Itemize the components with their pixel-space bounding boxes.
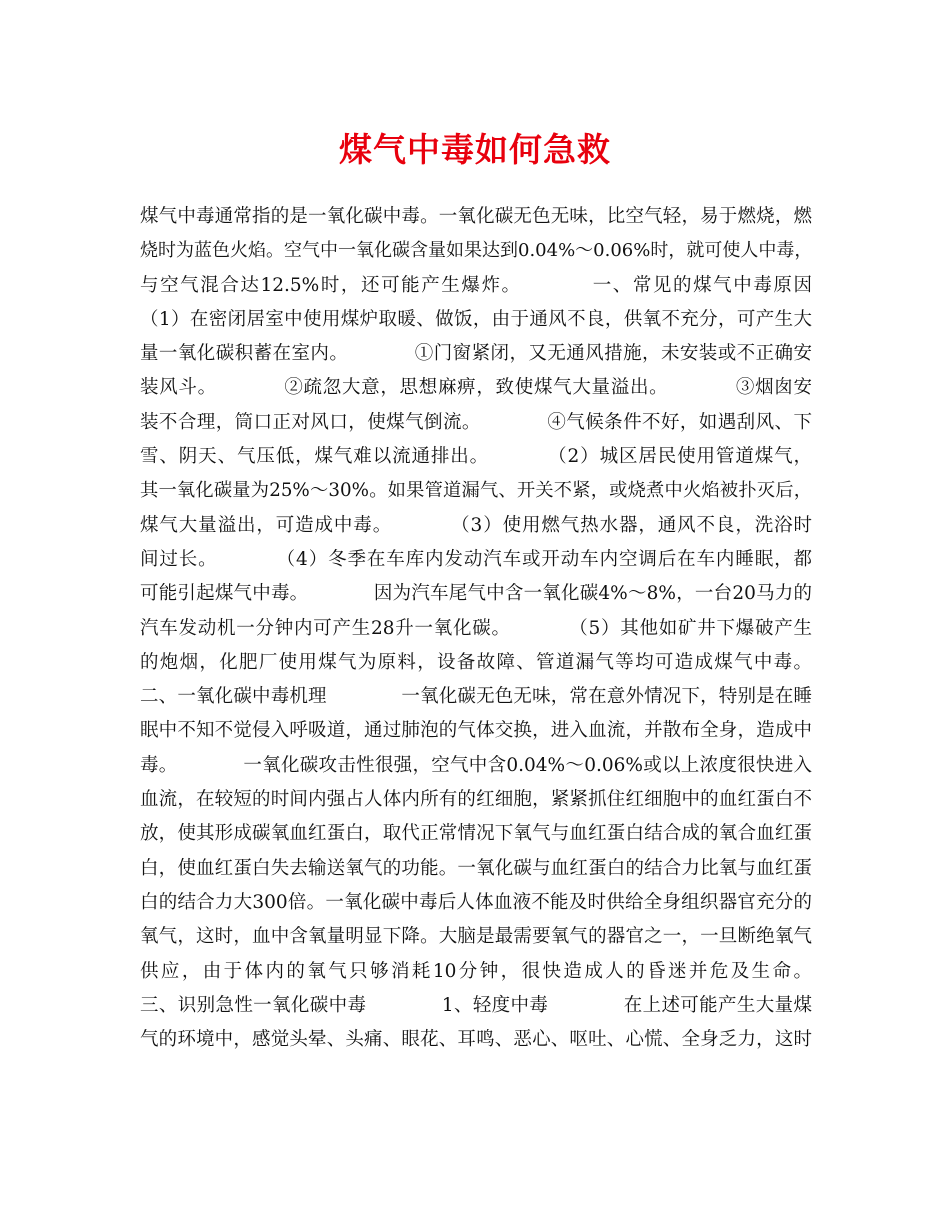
body-line: （1）在密闭居室中使用煤炉取暖、做饭，由于通风不良，供氧不充分，可产生大 <box>140 308 812 330</box>
body-line: 血流，在较短的时间内强占人体内所有的红细胞，紧紧抓住红细胞中的血红蛋白不 <box>140 789 812 811</box>
body-line: 汽车发动机一分钟内可产生28升一氧化碳。 （5）其他如矿井下爆破产生 <box>140 617 812 639</box>
body-line: 量一氧化碳积蓄在室内。 ①门窗紧闭，又无通风措施，未安装或不正确安 <box>140 343 812 365</box>
body-line: 雪、阴天、气压低，煤气难以流通排出。 （2）城区居民使用管道煤气， <box>140 446 812 468</box>
body-line: 白，使血红蛋白失去输送氧气的功能。一氧化碳与血红蛋白的结合力比氧与血红蛋 <box>140 857 812 879</box>
body-line: 煤气大量溢出，可造成中毒。 （3）使用燃气热水器，通风不良，洗浴时 <box>140 514 812 536</box>
body-line: 毒。 一氧化碳攻击性很强，空气中含0.04%～0.06%或以上浓度很快进入 <box>140 754 812 776</box>
body-line: 眠中不知不觉侵入呼吸道，通过肺泡的气体交换，进入血流，并散布全身，造成中 <box>140 720 812 742</box>
body-line: 三、识别急性一氧化碳中毒 1、轻度中毒 在上述可能产生大量煤 <box>140 994 812 1016</box>
body-line: 放，使其形成碳氧血红蛋白，取代正常情况下氧气与血红蛋白结合成的氧合血红蛋 <box>140 823 812 845</box>
body-line: 二、一氧化碳中毒机理 一氧化碳无色无味，常在意外情况下，特别是在睡 <box>140 686 812 708</box>
body-line: 与空气混合达12.5%时，还可能产生爆炸。 一、常见的煤气中毒原因 <box>140 274 812 296</box>
body-line: 的炮烟，化肥厂使用煤气为原料，设备故障、管道漏气等均可造成煤气中毒。 <box>140 651 812 673</box>
body-line: 装不合理，筒口正对风口，使煤气倒流。 ④气候条件不好，如遇刮风、下 <box>140 411 812 433</box>
body-line: 供应，由于体内的氧气只够消耗10分钟，很快造成人的昏迷并危及生命。 <box>140 960 812 982</box>
body-text <box>140 200 812 1057</box>
body-line: 气的环境中，感觉头晕、头痛、眼花、耳鸣、恶心、呕吐、心慌、全身乏力，这时 <box>140 1029 812 1051</box>
body-line: 煤气中毒通常指的是一氧化碳中毒。一氧化碳无色无味，比空气轻，易于燃烧，燃 <box>140 206 812 227</box>
page-title: 煤气中毒如何急救 <box>339 130 611 169</box>
body-line: 白的结合力大300倍。一氧化碳中毒后人体血液不能及时供给全身组织器官充分的 <box>140 891 812 913</box>
body-line: 氧气，这时，血中含氧量明显下降。大脑是最需要氧气的器官之一，一旦断绝氧气 <box>140 926 812 948</box>
body-line: 可能引起煤气中毒。 因为汽车尾气中含一氧化碳4%～8%，一台20马力的 <box>140 583 812 605</box>
body-line: 装风斗。 ②疏忽大意，思想麻痹，致使煤气大量溢出。 ③烟囱安 <box>140 377 812 399</box>
body-line: 其一氧化碳量为25%～30%。如果管道漏气、开关不紧，或烧煮中火焰被扑灭后， <box>140 480 812 502</box>
body-line: 烧时为蓝色火焰。空气中一氧化碳含量如果达到0.04%～0.06%时，就可使人中毒， <box>140 240 813 262</box>
body-line: 间过长。 （4）冬季在车库内发动汽车或开动车内空调后在车内睡眠，都 <box>140 548 812 570</box>
